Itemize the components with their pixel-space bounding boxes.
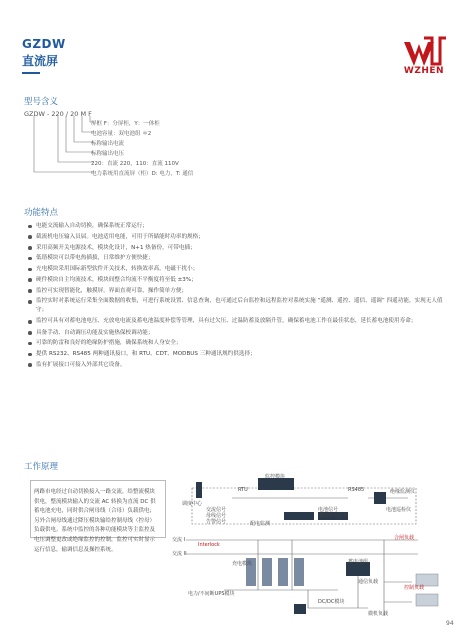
model-code: GZDW - 220 / 20 M F (24, 110, 92, 118)
brand-logo-text: WZHEN (403, 66, 445, 76)
title-underline (22, 72, 40, 74)
list-item: 监控实时对系统运行采集全面数据的收集，可进行系统设置、信息查询，也可通过后台监控和远程监控对系统实施 “遥测、遥控、遥信、遥调” 四遥功能，实现无人值守； (28, 297, 448, 315)
diagram-label-battery-group: 蓄电池组 (348, 559, 369, 565)
list-item: 电能交流输入自动切换，确保系统正常运行； (28, 221, 448, 232)
system-diagram (168, 474, 450, 620)
list-item: 低谐模块可以带电热插拔，日常维护方便快捷； (28, 253, 448, 264)
model-item-current: 标称输出电流 (91, 141, 125, 147)
diagram-label-alarm-signal: 告警信号 (206, 519, 227, 525)
section-title-features: 功能特点 (24, 208, 59, 218)
diagram-label-dist-monitor: 配电监测 (250, 521, 271, 527)
diagram-label-battery-signal: 电池信号 (318, 507, 339, 513)
model-bracket-lines (30, 116, 100, 178)
model-item-battery: 电池容量：双电池组 ＊2 (91, 131, 152, 137)
diagram-label-close-load: 合闸负载 (394, 535, 415, 541)
product-code: GZDW (22, 37, 66, 51)
diagram-label-battery-inspect: 电池巡检仪 (386, 507, 412, 513)
list-item: 具备手动、自动调压功能及实施热保校调功能； (28, 328, 448, 339)
diagram-lines (168, 478, 450, 620)
diagram-label-ac1: 交流 I (172, 537, 186, 543)
list-item: 截流机电压输入员届。电池适用电能，可用于所储能时功率的规格； (28, 232, 448, 243)
diagram-label-charger: 充电模块 (232, 561, 253, 567)
diagram-label-interlock: Interlock (198, 542, 220, 548)
diagram-label-comm-load: 通信负载 (358, 579, 379, 585)
diagram-label-ac2: 交流 II (172, 551, 187, 557)
list-item: 充电模块采用国际新型软件开关技术，转换效率高，电磁干扰小； (28, 264, 448, 275)
list-item: 采用高频开关电源技术，模块化设计，N+1 热备份，可带电插； (28, 243, 448, 254)
model-item-voltage: 标称输出电压 (91, 151, 125, 157)
list-item: 提供 RS232、RS485 两种通讯接口，和 RTU、CDT、MODBUS 三种通讯规约供选择； (28, 349, 448, 360)
diagram-label-rtu: RTU (238, 487, 248, 493)
model-item-frame: 屏框 F：分屏柜，Y：一体柜 (91, 121, 160, 127)
diagram-label-ac-signal: 交流信号 (206, 507, 227, 513)
list-item: 可靠的防雷和良好的绝缘防护措施，确保系统和人身安全； (28, 338, 448, 349)
list-item: 监控可具有对蓄电池电压、充放电电流及蓄电池温度补偿等管理，具有过欠压、过温防蓄及放隔升管，确保蓄电池工作在最佳状态，延长蓄电池使用寿命； (28, 317, 448, 326)
section-title-principle: 工作原理 (24, 462, 59, 472)
diagram-label-dc-signal: 馈出开关信号 (318, 513, 349, 519)
feature-list (28, 221, 448, 371)
diagram-label-rs485: RS485 (348, 487, 365, 493)
list-item: 监控可实现智能化，触摸屏，界面直观可靠，操作简单方便； (28, 286, 448, 297)
list-item: 硬件模块自主均流技术，模块间整合均流不平衡度将至低 ±3%； (28, 275, 448, 286)
diagram-label-monitor: 监控模块 (265, 474, 286, 480)
product-title: 直流屏 (22, 54, 59, 68)
diagram-label-insulation: 绝缘监测仪 (390, 489, 416, 495)
list-item: 监有扩展接口可接入外部其它设备。 (28, 360, 448, 371)
diagram-label-ac-load: 微机负载 (368, 611, 389, 617)
model-item-system: 电力系统用直流屏（柜）D: 电力，T: 通信 (91, 171, 194, 177)
principle-text: 两路市电经过自动切换接入一路交流，给整流模块供电，整流模块输入的交流 AC 转换为直流 DC 供蓄电池充电，同时供合闸母线（合母）负载供电；另外合闸母线通过降压模块输给控制母线（控母）负载供电。系统中监控的各种功能模块等主监控及电压调整更改或绝缘监控的控制，监控可实时显示运行信息，输调信息及操控系统。 (34, 489, 156, 553)
diagram-label-dispatch: 调度中心 (182, 501, 203, 507)
page-number: 94 (446, 620, 454, 627)
model-item-dc-type: 220：直流 220，110：直流 110V (91, 161, 179, 167)
diagram-label-ctrl-load: 控制负载 (404, 585, 425, 591)
diagram-label-inverter: 电力/不间断UPS模块 (188, 591, 235, 597)
diagram-label-dcdc: DC/DC模块 (318, 599, 345, 605)
diagram-label-module-signal: 母线信号 (206, 513, 227, 519)
section-title-model: 型号含义 (24, 97, 59, 107)
